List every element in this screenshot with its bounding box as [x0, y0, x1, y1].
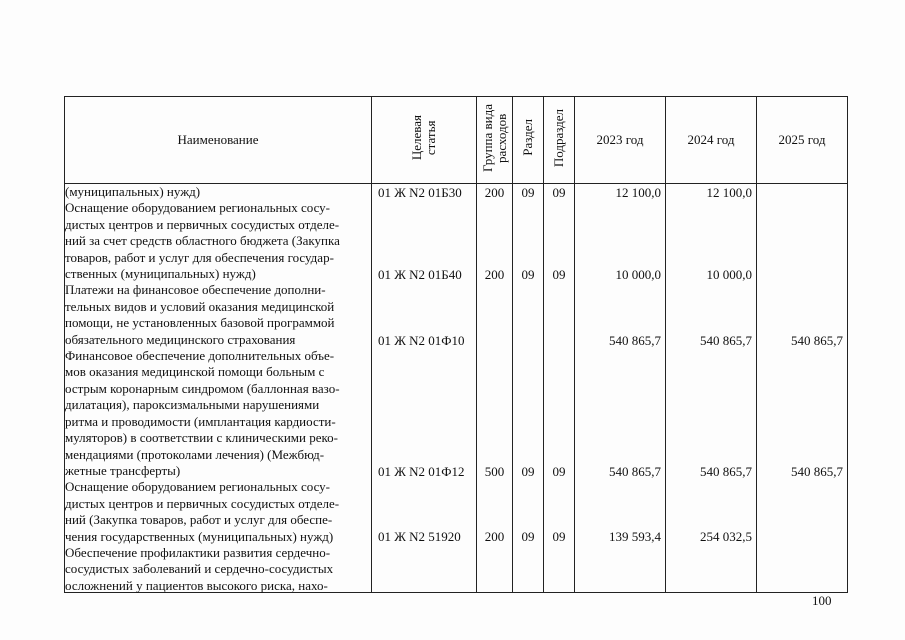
- cell-subsection: 09: [552, 267, 566, 282]
- name-line: жетные трансферты): [65, 462, 181, 478]
- cell-y2023: 12 100,0: [615, 185, 661, 200]
- name-line: тельных видов и условий оказания медицинской: [65, 298, 335, 314]
- y2023-column: [575, 184, 666, 593]
- cell-target: 01 Ж N2 51920: [378, 529, 461, 545]
- cell-y2024: 12 100,0: [706, 185, 752, 200]
- name-line: Платежи на финансовое обеспечение дополни-: [65, 282, 326, 298]
- header-target-label: Целевая статья: [409, 115, 438, 161]
- cell-group: 200: [484, 185, 505, 200]
- cell-section: 09: [521, 529, 535, 545]
- header-2024: 2024 год: [666, 97, 757, 184]
- cell-y2023: 540 865,7: [609, 332, 661, 348]
- cell-group: 200: [484, 529, 505, 545]
- name-line: ритма и проводимости (имплантация кардиости-: [65, 413, 336, 429]
- cell-y2025: 540 865,7: [791, 463, 843, 479]
- header-section-label: Раздел: [520, 119, 535, 157]
- cell-y2024: 10 000,0: [706, 267, 752, 282]
- cell-y2023: 139 593,4: [609, 529, 661, 545]
- name-line: (муниципальных) нужд): [65, 184, 201, 199]
- cell-y2024: 540 865,7: [700, 463, 752, 479]
- name-line: Оснащение оборудованием региональных сосу-: [65, 479, 331, 495]
- group-column: [477, 184, 513, 593]
- header-section: [513, 97, 544, 184]
- table-body-row: [65, 184, 848, 593]
- cell-target: 01 Ж N2 01Б40: [378, 267, 462, 282]
- name-line: мендациями (протоколами лечения) (Межбюд-: [65, 446, 325, 462]
- header-subsection-label: Подраздел: [551, 108, 566, 167]
- cell-subsection: 09: [552, 463, 566, 479]
- name-line: чения государственных (муниципальных) нужд): [65, 528, 334, 544]
- name-lines: [65, 184, 371, 592]
- target-column: [372, 184, 477, 593]
- cell-y2023: 10 000,0: [615, 267, 661, 282]
- name-line: сосудистых заболеваний и сердечно-сосудистых: [65, 561, 334, 577]
- budget-table: [64, 96, 848, 593]
- cell-section: 09: [521, 267, 535, 282]
- name-line: муляторов) в соответствии с клиническими реко-: [65, 430, 338, 446]
- name-line: товаров, работ и услуг для обеспечения государ-: [65, 249, 334, 265]
- cell-target: 01 Ж N2 01Ф10: [378, 332, 465, 348]
- section-column: [513, 184, 544, 593]
- name-line: осложнений у пациентов высокого риска, нахо-: [65, 577, 328, 593]
- cell-target: 01 Ж N2 01Б30: [378, 185, 462, 200]
- table-header-row: [65, 97, 848, 184]
- header-2023: 2023 год: [575, 97, 666, 184]
- cell-section: 09: [521, 185, 535, 200]
- name-line: обязательного медицинского страхования: [65, 331, 296, 347]
- y2024-column: [666, 184, 757, 593]
- cell-y2024: 254 032,5: [700, 529, 752, 545]
- name-line: помощи, не установленных базовой программой: [65, 315, 335, 331]
- cell-y2024: 540 865,7: [700, 332, 752, 348]
- cell-group: 500: [484, 463, 505, 479]
- name-column: [65, 184, 372, 593]
- name-line: мов оказания медицинской помощи больным с: [65, 364, 325, 380]
- header-group-label: Группа вида расходов: [479, 103, 509, 172]
- subsection-column: [544, 184, 575, 593]
- header-2025: 2025 год: [757, 97, 848, 184]
- header-name: Наименование: [65, 97, 372, 184]
- cell-y2025: 540 865,7: [791, 332, 843, 348]
- header-subsection: [544, 97, 575, 184]
- name-line: острым коронарным синдромом (баллонная вазо-: [65, 380, 340, 396]
- name-line: ний за счет средств областного бюджета (Закупка: [65, 233, 340, 249]
- name-line: ственных (муниципальных) нужд): [65, 266, 256, 282]
- header-group: [477, 97, 513, 184]
- page-number: 100: [812, 593, 832, 608]
- name-line: ний (Закупка товаров, работ и услуг для обеспе-: [65, 512, 333, 528]
- name-line: дилатация), пароксизмальными нарушениями: [65, 397, 320, 413]
- name-line: дистых центров и первичных сосудистых отделе-: [65, 216, 340, 232]
- cell-target: 01 Ж N2 01Ф12: [378, 463, 465, 479]
- name-line: Оснащение оборудованием региональных сосу-: [65, 200, 331, 216]
- cell-group: 200: [484, 267, 505, 282]
- name-line: Обеспечение профилактики развития сердечно-: [65, 544, 331, 560]
- y2025-column: [757, 184, 848, 593]
- name-line: Финансовое обеспечение дополнительных объе-: [65, 348, 335, 364]
- name-line: дистых центров и первичных сосудистых отделе-: [65, 495, 340, 511]
- cell-subsection: 09: [552, 529, 566, 545]
- header-target: [372, 97, 477, 184]
- cell-y2023: 540 865,7: [609, 463, 661, 479]
- cell-section: 09: [521, 463, 535, 479]
- cell-subsection: 09: [552, 185, 566, 200]
